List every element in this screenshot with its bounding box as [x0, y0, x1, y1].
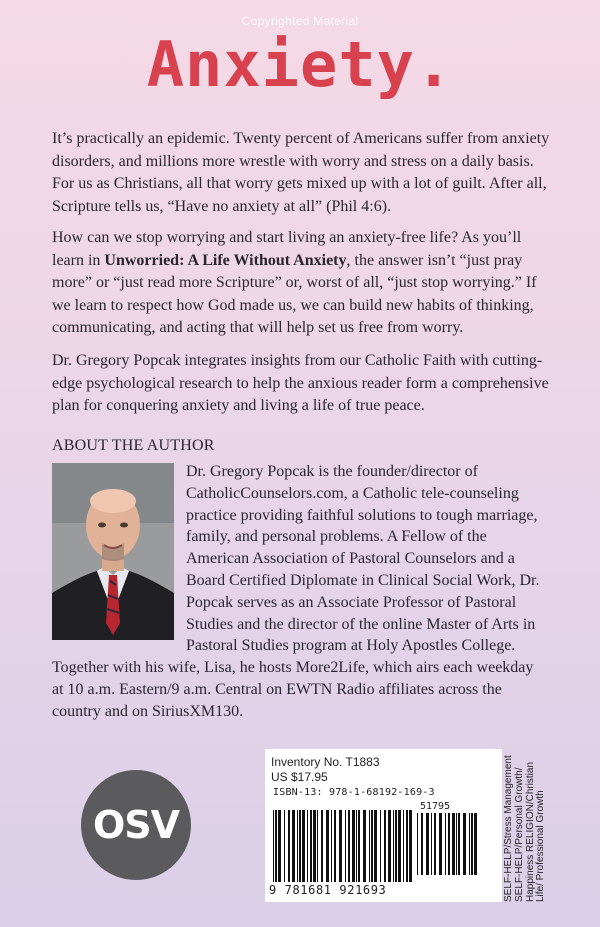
price-addon-code: 51795	[420, 801, 451, 812]
intro-paragraph-2	[52, 227, 552, 340]
book-title: Unworried: A Life Without Anxiety	[104, 251, 347, 269]
page-title: Anxiety.	[146, 28, 454, 101]
price: US $17.95	[271, 770, 328, 784]
intro-paragraph-3: Dr. Gregory Popcak integrates insights from our Catholic Faith with cutting-edge psychological research to help the anxious reader form a comprehensive plan for conquering anxiety and living a life of true peace.	[52, 352, 549, 414]
author-portrait-illustration	[52, 463, 174, 640]
bisac-categories-text: SELF-HELP/Stress Management SELF-HELP/Personal Growth/ Happiness RELIGION/Christian Life/ Professional Growth	[503, 755, 547, 902]
osv-publisher-logo: OSV	[81, 770, 191, 880]
intro-paragraph-1: It’s practically an epidemic. Twenty percent of Americans suffer from anxiety disorders, and millions more wrestle with worry and stress on a daily basis. For us as Christians, all that worry gets mixed up with a lot of guilt. After all, Scripture tells us, “Have no anxiety at all” (Phil 4:6).	[52, 130, 550, 215]
copyright-watermark: Copyrighted Material	[241, 14, 359, 28]
barcode-digits: 9 781681 921693	[269, 883, 387, 897]
intro-paragraph-2-end: , the answer isn’t “just pray more” or “just read more Scripture” or, worst of all, “just stop worrying.” If we learn to respect how God made us, we can build new habits of thinking, communicating, and acting that will help set us free from worry.	[52, 251, 537, 336]
ean-barcode	[273, 810, 413, 882]
bisac-categories	[504, 752, 564, 902]
barcode-label	[265, 749, 502, 902]
isbn: ISBN-13: 978-1-68192-169-3	[273, 787, 435, 798]
about-author-heading: ABOUT THE AUTHOR	[52, 437, 215, 454]
inventory-number: Inventory No. T1883	[271, 755, 380, 769]
addon-barcode	[417, 813, 477, 875]
intro-paragraph-2-start: How can we stop worrying and start living an anxiety-free life? As you’ll learn in	[52, 229, 522, 269]
author-photo	[52, 463, 174, 640]
author-bio-text: Dr. Gregory Popcak is the founder/director of CatholicCounselors.com, a Catholic tele-counseling practice providing faithful solutions to tough marriage, family, and personal problems. A Fellow of the American Association of Pastoral Counselors and a Board Certified Diplomate in Clinical Social Work, Dr. Popcak serves as an Associate Professor of Pastoral Studies and the director of the online Master of Arts in Pastoral Studies program at Holy Apostles College. Together with his wife, Lisa, he hosts More2Life, which airs each weekday at 10 a.m. Eastern/9 a.m. Central on EWTN Radio affiliates across the country and on SiriusXM130.	[52, 463, 540, 720]
